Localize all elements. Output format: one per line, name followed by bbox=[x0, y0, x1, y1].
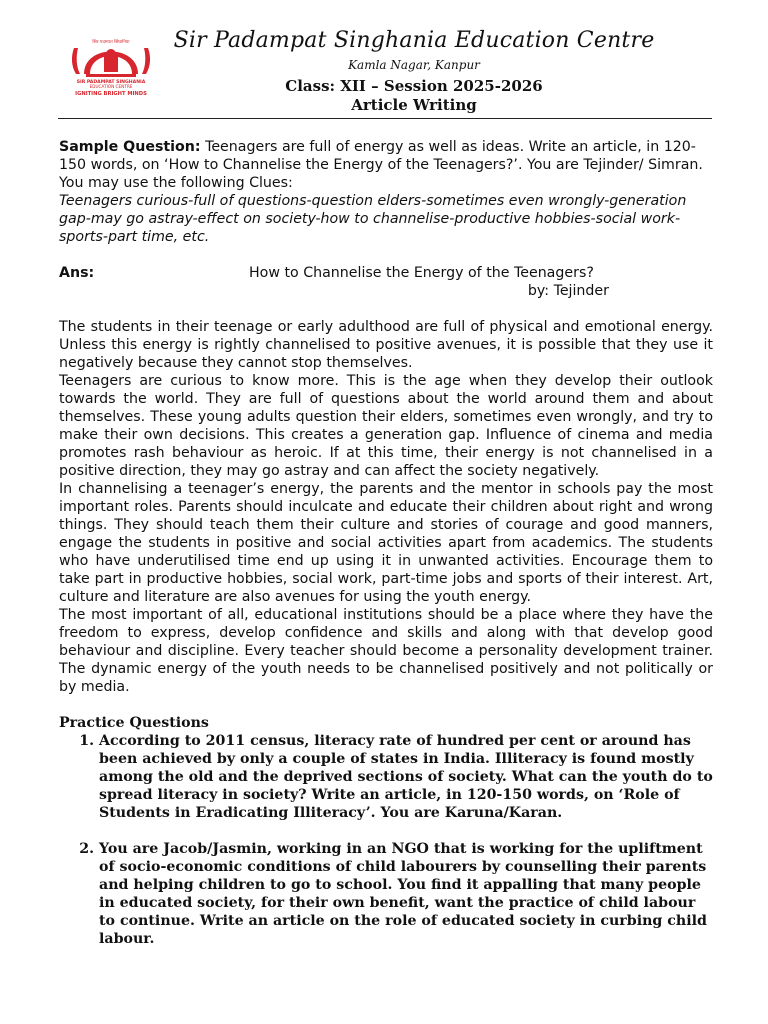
class-session: Class: XII – Session 2025-2026 bbox=[285, 77, 543, 95]
logo-tagline: IGNITING BRIGHT MINDS bbox=[75, 91, 147, 97]
article-body bbox=[59, 318, 713, 696]
article-title: How to Channelise the Energy of the Teenagers? bbox=[249, 265, 594, 281]
practice-question: 2. You are Jacob/Jasmin, working in an NGO that is working for the upliftment of socio-economic conditions of child labourers by counselling their parents and helping children to go to school. You find it appalling that many people in educated society, for their own benefit, want the practice of child labour to continue. Write an article on the role of educated society in curbing child labour. bbox=[99, 840, 713, 948]
sample-clues: Teenagers curious-full of questions-question elders-sometimes even wrongly-generation gap-may go astray-effect on society-how to channelise-productive hobbies-social work-sports-part time, etc. bbox=[59, 193, 687, 245]
article-byline: by: Tejinder bbox=[527, 283, 609, 299]
header-divider bbox=[58, 118, 712, 119]
school-address: Kamla Nagar, Kanpur bbox=[348, 58, 480, 72]
article-paragraph: Teenagers are curious to know more. This is the age when they develop their outlook towards the world. They are full of questions about the world around them and about themselves. These young adults question their elders, sometimes even wrongly, and try to make their own decisions. This creates a generation gap. Influence of cinema and media promotes rash behaviour as heroic. If at this time, their energy is not channelised in a positive direction, they may go astray and can affect the society negatively. bbox=[59, 373, 713, 479]
logo-name-line1: SIR PADAMPAT SINGHANIA bbox=[76, 80, 146, 85]
practice-heading: Practice Questions bbox=[59, 715, 209, 731]
article-paragraph: The most important of all, educational institutions should be a place where they have the freedom to express, develop confidence and skills and along with that develop good behaviour and discipline. Every teacher should become a personality development trainer. The dynamic energy of the youth needs to be channelised positively and not politically or by media. bbox=[59, 607, 713, 695]
answer-label: Ans: bbox=[59, 265, 95, 281]
answer-header bbox=[59, 264, 713, 300]
logo-name-line2: EDUCATION CENTRE bbox=[89, 84, 133, 89]
article-paragraph: The students in their teenage or early adulthood are full of physical and emotional energy. Unless this energy is rightly channelised to positive avenues, it is possible that they use it negatively because they cannot stop themselves. bbox=[59, 319, 713, 371]
practice-question-list bbox=[59, 732, 713, 948]
practice-question: 1. According to 2011 census, literacy rate of hundred per cent or around has been achieved by only a couple of states in India. Illiteracy is found mostly among the old and the deprived sections of society. What can the youth do to spread literacy in society? Write an article, in 120-150 words, on ‘Role of Students in Eradicating Illiteracy’. You are Karuna/Karan. bbox=[99, 732, 713, 822]
logo-top-text: सिर पदमपत सिंघानिया bbox=[92, 40, 130, 45]
document-body bbox=[59, 138, 713, 948]
document-title: Article Writing bbox=[351, 96, 477, 114]
sample-question-label: Sample Question: bbox=[59, 139, 201, 155]
sample-question-text: Teenagers are full of energy as well as ideas. Write an article, in 120-150 words, on ‘How to Channelise the Energy of the Teenagers?’. You are Tejinder/ Simran. You may use the following Clues: bbox=[59, 139, 703, 191]
school-name: Sir Padampat Singhania Education Centre bbox=[173, 28, 655, 53]
sample-question bbox=[59, 138, 713, 192]
article-paragraph: In channelising a teenager’s energy, the parents and the mentor in schools pay the most important roles. Parents should inculcate and educate their children about right and wrong things. They should teach them their culture and stories of courage and good manners, engage the students in positive and social activities apart from academics. The students who have underutilised time end up using it in unwanted activities. Encourage them to take part in productive hobbies, social work, part-time jobs and sports of their interest. Art, culture and literature are also avenues for using the youth energy. bbox=[59, 481, 713, 605]
